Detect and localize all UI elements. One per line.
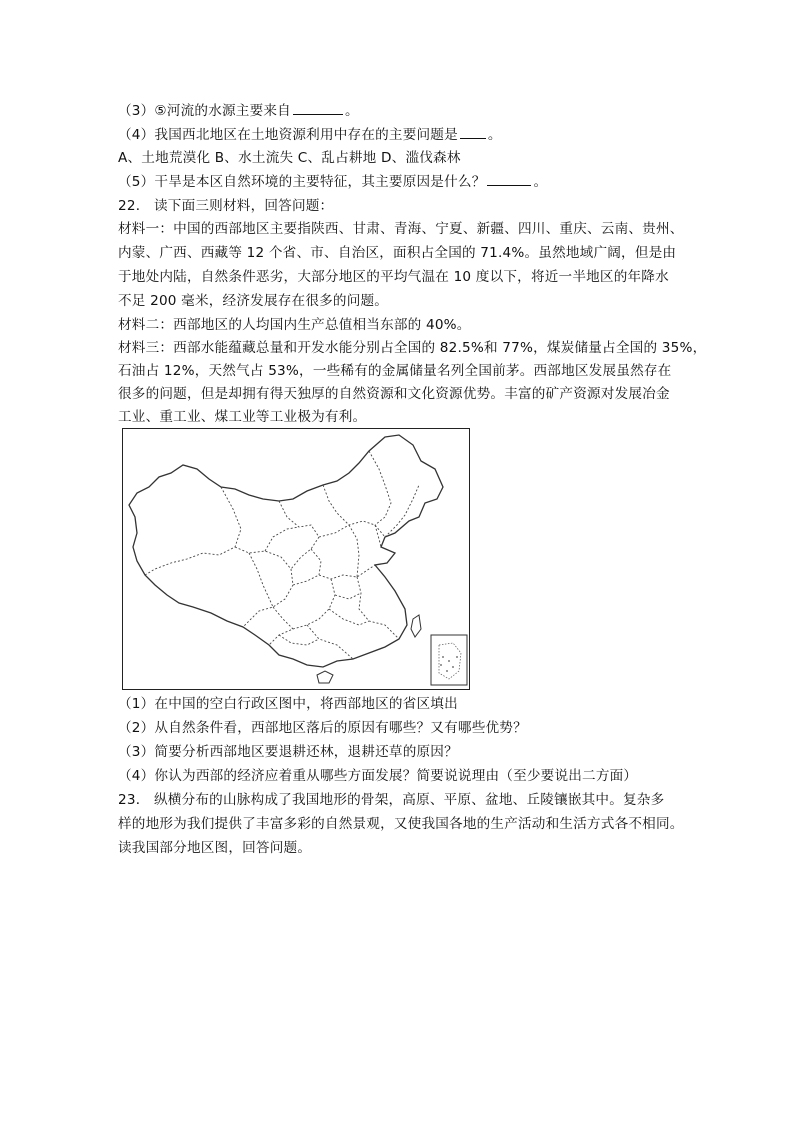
line-text: （4）我国西北地区在土地资源利用中存在的主要问题是 — [118, 127, 458, 143]
line-text: 内蒙、广西、西藏等 12 个省、市、自治区，面积占全国的 71.4%。虽然地域广阔，但是由 — [118, 245, 677, 261]
answer-blank[interactable] — [487, 171, 531, 186]
material-3-line-4 — [118, 407, 366, 427]
line-text: （3）简要分析西部地区要退耕还林，退耕还草的原因？ — [118, 744, 458, 760]
line-text: 材料三：西部水能蕴藏总量和开发水能分别占全国的 82.5%和 77%，煤炭储量占全国的 35%， — [118, 340, 707, 356]
material-3-line-2 — [118, 361, 671, 381]
sub-question-4 — [118, 766, 637, 786]
options-line — [118, 148, 461, 168]
line-text: 样的地形为我们提供了丰富多彩的自然景观，又使我国各地的生产活动和生活方式各不相同。 — [118, 816, 684, 832]
line-text: 读我国部分地区图，回答问题。 — [118, 840, 312, 856]
line-text: （4）你认为西部的经济应着重从哪些方面发展？简要说说理由（至少要说出二方面） — [118, 768, 638, 784]
question-5-line — [118, 171, 547, 192]
answer-blank[interactable] — [293, 100, 343, 115]
sub-question-1 — [118, 694, 458, 714]
taiwan-island — [411, 615, 421, 637]
province-boundaries — [145, 451, 419, 659]
answer-blank[interactable] — [460, 124, 486, 139]
line-text: 22． 读下面三则材料，回答问题： — [118, 198, 334, 214]
line-text: 。 — [344, 103, 359, 119]
material-2-line — [118, 315, 471, 335]
material-1-line-2 — [118, 243, 676, 263]
line-text: 。 — [487, 127, 502, 143]
question-4-line — [118, 124, 502, 145]
question-23-line-1 — [118, 790, 664, 810]
china-blank-map — [122, 428, 470, 690]
line-text: （2）从自然条件看，西部地区落后的原因有哪些？又有哪些优势？ — [118, 720, 527, 736]
line-text: 材料一：中国的西部地区主要指陕西、甘肃、青海、宁夏、新疆、四川、重庆、云南、贵州、 — [118, 221, 684, 237]
question-23-line-2 — [118, 814, 684, 834]
south-china-sea-inset — [431, 635, 467, 685]
line-text: A、土地荒漠化 B、水土流失 C、乱占耕地 D、滥伐森林 — [118, 150, 461, 166]
question-22-heading — [118, 196, 333, 216]
material-1-line-4 — [118, 291, 388, 311]
line-text: 于地处内陆，自然条件恶劣，大部分地区的平均气温在 10 度以下，将近一半地区的年降水 — [118, 269, 669, 285]
material-1-line-3 — [118, 267, 669, 287]
sub-question-3 — [118, 742, 458, 762]
hainan-island — [317, 671, 333, 683]
question-3-line — [118, 100, 359, 121]
line-text: （1）在中国的空白行政区图中，将西部地区的省区填出 — [118, 696, 458, 712]
material-1-line-1 — [118, 219, 684, 239]
china-map-drawing — [123, 429, 471, 691]
line-text: 23． 纵横分布的山脉构成了我国地形的骨架，高原、平原、盆地、丘陵镶嵌其中。复杂多 — [118, 792, 665, 808]
sub-question-2 — [118, 718, 527, 738]
question-23-line-3 — [118, 838, 311, 858]
line-text: 石油占 12%，天然气占 53%，一些稀有的金属储量名列全国前茅。西部地区发展虽然存在 — [118, 363, 672, 379]
line-text: （5）干旱是本区自然环境的主要特征，其主要原因是什么？ — [118, 174, 486, 190]
line-text: 材料二：西部地区的人均国内生产总值相当东部的 40%。 — [118, 317, 471, 333]
line-text: 。 — [533, 174, 548, 190]
line-text: （3）⑤河流的水源主要来自 — [118, 103, 291, 119]
material-3-line-3 — [118, 384, 670, 404]
material-3-line-1 — [118, 338, 706, 358]
line-text: 不足 200 毫米，经济发展存在很多的问题。 — [118, 293, 389, 309]
line-text: 很多的问题，但是却拥有得天独厚的自然资源和文化资源优势。丰富的矿产资源对发展冶金 — [118, 386, 670, 402]
line-text: 工业、重工业、煤工业等工业极为有利。 — [118, 409, 367, 425]
